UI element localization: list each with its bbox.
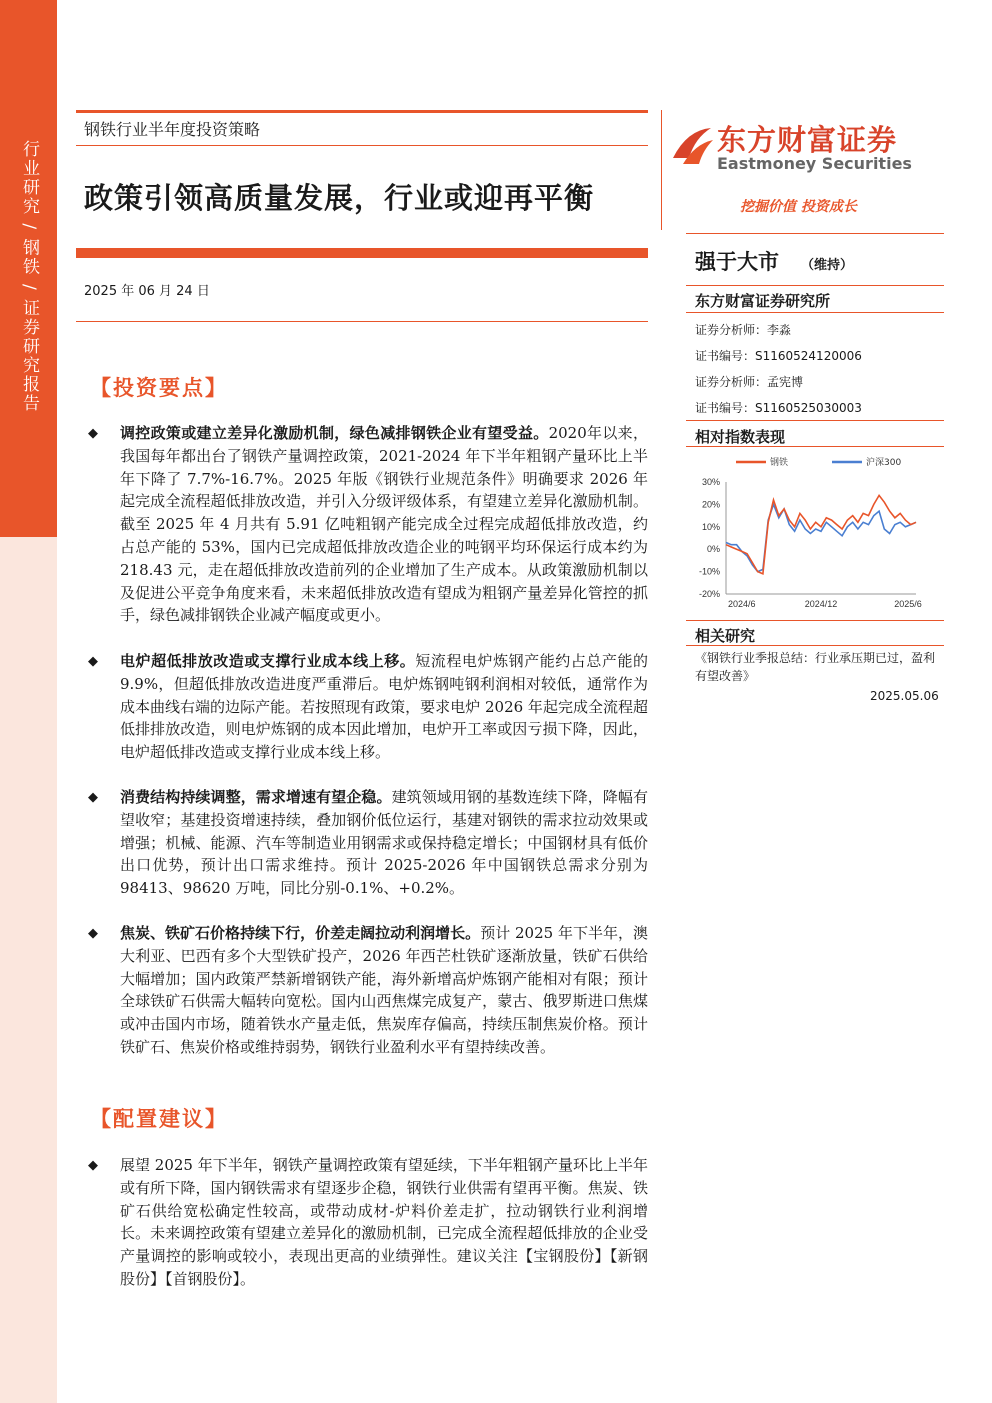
side-band-light bbox=[0, 537, 57, 1403]
series-line bbox=[726, 495, 916, 573]
bullet-diamond-icon: ◆ bbox=[88, 926, 98, 941]
page-title: 政策引领高质量发展，行业或迎再平衡 bbox=[84, 181, 595, 215]
rating-rule-bottom bbox=[686, 285, 944, 286]
relative-performance-chart bbox=[686, 452, 944, 617]
section-heading-points: 【投资要点】 bbox=[90, 375, 228, 400]
date-rule bbox=[76, 321, 648, 322]
bullet-diamond-icon: ◆ bbox=[88, 426, 98, 441]
point-paragraph-2 bbox=[120, 650, 648, 764]
legend-label: 钢铁 bbox=[770, 458, 789, 468]
y-tick-label: 20% bbox=[701, 499, 720, 510]
cert-1: 证书编号：S1160524120006 bbox=[695, 349, 862, 363]
column-divider bbox=[661, 110, 662, 230]
point-2-bold: 电炉超低排放改造或支撑行业成本线上移。 bbox=[120, 652, 416, 670]
perf-title: 相对指数表现 bbox=[695, 428, 786, 446]
eastmoney-logo-icon bbox=[669, 124, 715, 170]
institute-rule bbox=[686, 312, 944, 313]
analyst-1: 证券分析师：李淼 bbox=[695, 323, 792, 337]
perf-rule-top bbox=[686, 420, 944, 421]
x-tick-label: 2025/6 bbox=[894, 599, 922, 609]
point-3-bold: 消费结构持续调整，需求增速有望企稳。 bbox=[120, 788, 392, 806]
y-tick-label: 30% bbox=[701, 477, 720, 487]
rating-label: 强于大市 bbox=[695, 250, 779, 274]
x-tick-label: 2024/6 bbox=[728, 599, 756, 609]
header-rule bbox=[76, 110, 648, 113]
rating-sub: （维持） bbox=[801, 258, 854, 273]
title-bar bbox=[76, 248, 648, 258]
rating-rule-top bbox=[686, 233, 944, 234]
point-2-text: 短流程电炉炼钢产能约占总产能的 9.9%，但超低排放改造进度严重滞后。电炉炼钢吨钢利润相对较低，通常作为成本曲线右端的边际产能。若按照现有政策，要求电炉 2026 年起完成全流程超低排排放改造，则电炉炼钢的成本因此增加，电炉开工率或因亏损下降，因此，电炉超低排改造或支撑行业成本线上移。 bbox=[120, 652, 648, 762]
analyst-2: 证券分析师：孟宪博 bbox=[695, 375, 804, 389]
subtitle-rule bbox=[76, 145, 648, 146]
point-paragraph-4 bbox=[120, 922, 648, 1059]
related-report: 《钢铁行业季报总结：行业承压期已过，盈利有望改善》 bbox=[695, 651, 936, 683]
brand-logo bbox=[669, 118, 939, 180]
brand-name-en: Eastmoney Securities bbox=[717, 154, 912, 173]
config-paragraph: 展望 2025 年下半年，钢铁产量调控政策有望延续，下半年粗钢产量环比上半年或有所下降，国内钢铁需求有望逐步企稳，钢铁行业供需有望再平衡。焦炭、铁矿石供给宽松确定性较高，或带动成材-炉料价差走扩，拉动钢铁行业利润增长。未来调控政策有望建立差异化的激励机制，已完成全流程超低排放的企业受产量调控的影响或较小，表现出更高的业绩弹性。建议关注【宝钢股份】【新钢股份】【首钢股份】。 bbox=[120, 1156, 648, 1288]
legend-label: 沪深300 bbox=[866, 458, 902, 468]
brand-name-cn: 东方财富证券 bbox=[717, 123, 898, 157]
brand-slogan: 挖掘价值 投资成长 bbox=[740, 199, 857, 215]
bullet-diamond-icon: ◆ bbox=[88, 1158, 98, 1173]
point-1-text: 2020年以来，我国每年都出台了钢铁产量调控政策，2021-2024 年下半年粗钢产量环比上半年下降了 7.7%-16.7%。2025 年版《钢铁行业规范条件》明确要求 2026 年起完成全流程超低排放改造，并引入分级评级体系，有望建立差异化激励机制。截至 2025 年 4 月共有 5.91 亿吨粗钢产能完成全过程完成超低排放改造，约占总产能的 53%，国内已完成超低排放改造企业的吨钢平均环保运行成本约为 218.43 元，走在超低排放改造前列的企业增加了生产成本。从政策激励机制以及促进公平竞争角度来看，未来超低排放改造有望成为粗钢产量差异化管控的抓手，绿色减排钢铁企业减产幅度或更小。 bbox=[120, 424, 648, 625]
bullet-diamond-icon: ◆ bbox=[88, 654, 98, 669]
point-4-bold: 焦炭、铁矿石价格持续下行，价差走阔拉动利润增长。 bbox=[120, 924, 481, 942]
y-tick-label: -10% bbox=[698, 566, 720, 577]
point-paragraph-3 bbox=[120, 786, 648, 900]
y-tick-label: 0% bbox=[706, 544, 720, 555]
related-rule-bottom bbox=[686, 645, 944, 646]
related-date: 2025.05.06 bbox=[870, 689, 939, 703]
report-date: 2025 年 06 月 24 日 bbox=[84, 284, 210, 299]
point-paragraph-1 bbox=[120, 422, 648, 627]
point-1-bold: 调控政策或建立差异化激励机制，绿色减排钢铁企业有望受益。 bbox=[120, 424, 549, 442]
related-title: 相关研究 bbox=[695, 627, 756, 645]
perf-rule-bottom bbox=[686, 446, 944, 447]
point-4-text: 预计 2025 年下半年，澳大利亚、巴西有多个大型铁矿投产，2026 年西芒杜铁矿逐渐放量，铁矿石供给大幅增加；国内政策严禁新增钢铁产能，海外新增高炉炼钢产能相对有限；预计全球铁矿石供需大幅转向宽松。国内山西焦煤完成复产，蒙古、俄罗斯进口焦煤或冲击国内市场，随着铁水产量走低，焦炭库存偏高，持续压制焦炭价格。预计铁矿石、焦炭价格或维持弱势，钢铁行业盈利水平有望持续改善。 bbox=[120, 924, 648, 1056]
bullet-diamond-icon: ◆ bbox=[88, 790, 98, 805]
cert-2: 证书编号：S1160525030003 bbox=[695, 401, 862, 415]
x-tick-label: 2024/12 bbox=[804, 599, 838, 609]
section-heading-config: 【配置建议】 bbox=[90, 1106, 228, 1131]
y-tick-label: 10% bbox=[701, 521, 720, 532]
point-3-text: 建筑领域用钢的基数连续下降，降幅有望收窄；基建投资增速持续，叠加钢价低位运行，基建对钢铁的需求拉动效果或增强；机械、能源、汽车等制造业用钢需求或保持稳定增长；中国钢材具有低价出口优势，预计出口需求维持。预计 2025-2026 年中国钢铁总需求分别为 98413、98620 万吨，同比分别-0.1%、+0.2%。 bbox=[120, 788, 648, 898]
related-rule-top bbox=[686, 620, 944, 621]
report-type: 钢铁行业半年度投资策略 bbox=[84, 120, 261, 139]
institute-name: 东方财富证券研究所 bbox=[695, 292, 831, 310]
sidebar-label: 行业研究 / 钢铁 / 证券研究报告 bbox=[19, 140, 39, 414]
y-tick-label: -20% bbox=[698, 589, 720, 599]
series-line bbox=[726, 504, 916, 571]
